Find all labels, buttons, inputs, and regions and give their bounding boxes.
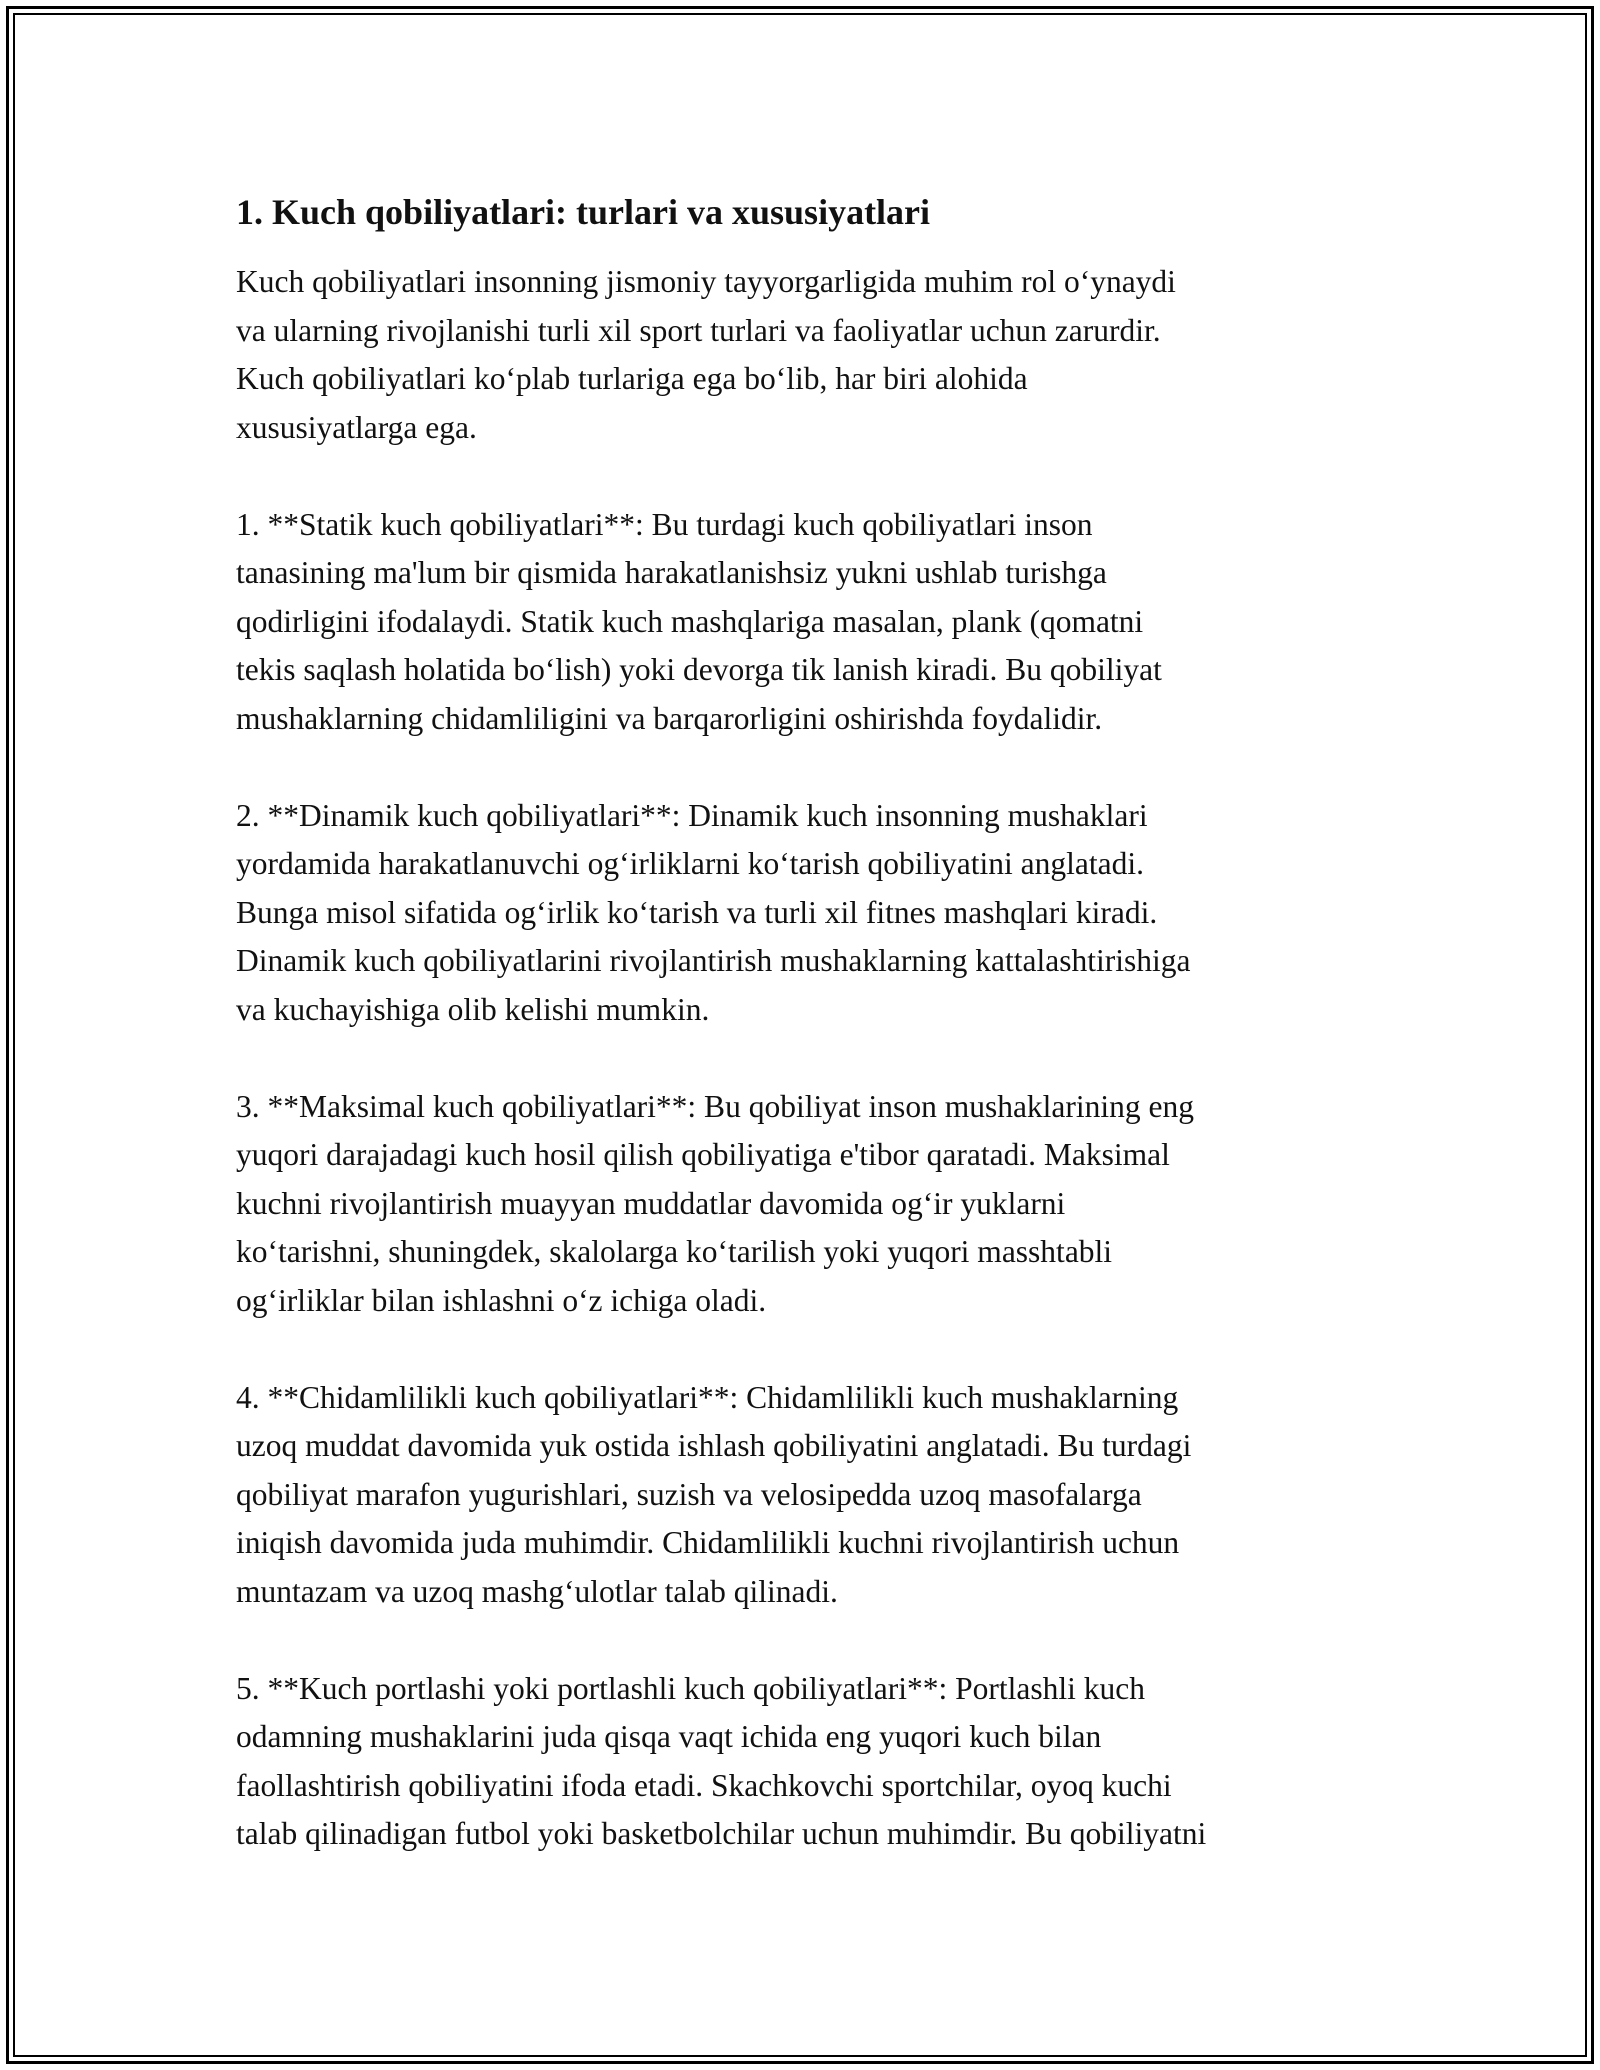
text-line: va ularning rivojlanishi turli xil sport turlari va faoliyatlar uchun zarurdir. bbox=[236, 312, 1161, 348]
static-strength-paragraph bbox=[236, 501, 1376, 744]
text-line: Dinamik kuch qobiliyatlarini rivojlantirish mushaklarning kattalashtirishiga bbox=[236, 943, 1191, 978]
text-line: talab qilinadigan futbol yoki basketbolchilar uchun muhimdir. Bu qobiliyatni bbox=[236, 1816, 1207, 1851]
document-body bbox=[236, 186, 1376, 1907]
section-heading: 1. Kuch qobiliyatlari: turlari va xususiyatlari bbox=[236, 192, 931, 232]
text-line: 5. **Kuch portlashi yoki portlashli kuch qobiliyatlari**: Portlashli kuch bbox=[236, 1670, 1146, 1706]
text-line: faollashtirish qobiliyatini ifoda etadi. Skachkovchi sportchilar, oyoq kuchi bbox=[236, 1767, 1172, 1803]
text-line: odamning mushaklarini juda qisqa vaqt ichida eng yuqori kuch bilan bbox=[236, 1719, 1102, 1754]
text-line: yordamida harakatlanuvchi og‘irliklarni ko‘tarish qobiliyatini anglatadi. bbox=[236, 846, 1144, 881]
text-line: Kuch qobiliyatlari ko‘plab turlariga ega bo‘lib, har biri alohida bbox=[236, 361, 1028, 396]
text-line: Bunga misol sifatida og‘irlik ko‘tarish va turli xil fitnes mashqlari kiradi. bbox=[236, 894, 1158, 930]
text-line: muntazam va uzoq mashg‘ulotlar talab qilinadi. bbox=[236, 1573, 838, 1609]
text-line: tekis saqlash holatida bo‘lish) yoki devorga tik lanish kiradi. Bu qobiliyat bbox=[236, 652, 1162, 687]
text-line: iniqish davomida juda muhimdir. Chidamlilikli kuchni rivojlantirish uchun bbox=[236, 1525, 1180, 1560]
text-line: 1. **Statik kuch qobiliyatlari**: Bu turdagi kuch qobiliyatlari inson bbox=[236, 506, 1093, 542]
text-line: kuchni rivojlantirish muayyan muddatlar davomida og‘ir yuklarni bbox=[236, 1185, 1066, 1221]
text-line: va kuchayishiga olib kelishi mumkin. bbox=[236, 991, 710, 1027]
text-line: ko‘tarishni, shuningdek, skalolarga ko‘tarilish yoki yuqori masshtabli bbox=[236, 1234, 1113, 1269]
explosive-strength-paragraph bbox=[236, 1665, 1376, 1859]
text-line: 3. **Maksimal kuch qobiliyatlari**: Bu qobiliyat inson mushaklarining eng bbox=[236, 1088, 1195, 1124]
text-line: yuqori darajadagi kuch hosil qilish qobiliyatiga e'tibor qaratadi. Maksimal bbox=[236, 1137, 1170, 1172]
dynamic-strength-paragraph bbox=[236, 792, 1376, 1035]
intro-paragraph bbox=[236, 258, 1376, 452]
text-line: mushaklarning chidamliligini va barqarorligini oshirishda foydalidir. bbox=[236, 700, 1103, 736]
text-line: xususiyatlarga ega. bbox=[236, 409, 477, 445]
text-line: tanasining ma'lum bir qismida harakatlanishsiz yukni ushlab turishga bbox=[236, 555, 1107, 590]
endurance-strength-paragraph bbox=[236, 1374, 1376, 1617]
text-line: qodirligini ifodalaydi. Statik kuch mashqlariga masalan, plank (qomatni bbox=[236, 603, 1144, 639]
text-line: Kuch qobiliyatlari insonning jismoniy tayyorgarligida muhim rol o‘ynaydi bbox=[236, 264, 1176, 299]
text-line: qobiliyat marafon yugurishlari, suzish va velosipedda uzoq masofalarga bbox=[236, 1476, 1142, 1512]
text-line: 4. **Chidamlilikli kuch qobiliyatlari**: Chidamlilikli kuch mushaklarning bbox=[236, 1379, 1179, 1415]
text-line: uzoq muddat davomida yuk ostida ishlash qobiliyatini anglatadi. Bu turdagi bbox=[236, 1428, 1192, 1463]
text-line: 2. **Dinamik kuch qobiliyatlari**: Dinamik kuch insonning mushaklari bbox=[236, 797, 1148, 833]
maximal-strength-paragraph bbox=[236, 1083, 1376, 1326]
text-line: og‘irliklar bilan ishlashni o‘z ichiga oladi. bbox=[236, 1282, 767, 1318]
